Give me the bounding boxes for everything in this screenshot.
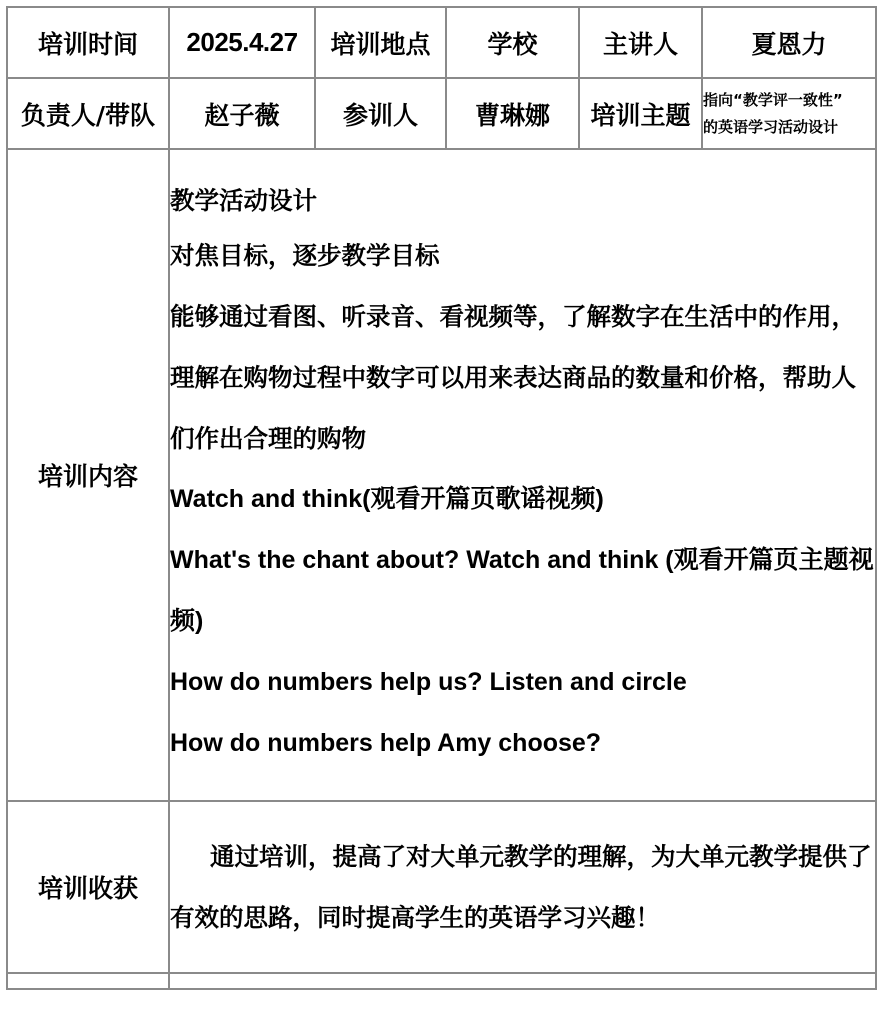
participant-label: 参训人 — [315, 78, 446, 149]
speaker-value: 夏恩力 — [702, 7, 876, 78]
gains-label: 培训收获 — [7, 801, 169, 973]
gains-body — [169, 801, 876, 973]
gains-text: 通过培训，提高了对大单元教学的理解，为大单元教学提供了有效的思路，同时提高学生的英语学习兴趣！ — [170, 842, 872, 932]
header-row-1 — [7, 7, 876, 78]
header-row-2 — [7, 78, 876, 149]
leader-value: 赵子薇 — [169, 78, 315, 149]
topic-value-line-2: 的英语学习活动设计 — [703, 117, 839, 136]
content-label: 培训内容 — [7, 149, 169, 801]
topic-value-line-1: 指向“教学评一致性” — [703, 90, 843, 109]
content-line-6: How do numbers help us? Listen and circle — [170, 667, 687, 696]
training-record-table — [6, 6, 877, 990]
leader-label: 负责人/带队 — [7, 78, 169, 149]
topic-label: 培训主题 — [579, 78, 702, 149]
training-place-value: 学校 — [446, 7, 579, 78]
speaker-label: 主讲人 — [579, 7, 702, 78]
training-time-label: 培训时间 — [7, 7, 169, 78]
content-body — [169, 149, 876, 801]
content-paragraph: 能够通过看图、听录音、看视频等，了解数字在生活中的作用，理解在购物过程中数字可以用来表达商品的数量和价格，帮助人们作出合理的购物 — [170, 301, 856, 453]
training-time-value: 2025.4.27 — [169, 7, 315, 78]
content-line-2: 对焦目标，逐步教学目标 — [170, 240, 440, 270]
content-row — [7, 149, 876, 801]
gains-row — [7, 801, 876, 973]
next-row-body-cell — [169, 973, 876, 989]
next-row-label-cell — [7, 973, 169, 989]
training-place-label: 培训地点 — [315, 7, 446, 78]
participant-value: 曹琳娜 — [446, 78, 579, 149]
content-line-1: 教学活动设计 — [170, 185, 317, 215]
next-row — [7, 973, 876, 989]
topic-value — [702, 78, 876, 149]
content-line-7: How do numbers help Amy choose? — [170, 728, 602, 757]
content-line-5: What's the chant about? Watch and think (观看开篇页主题视频) — [170, 545, 874, 635]
content-line-4: Watch and think(观看开篇页歌谣视频) — [170, 484, 604, 513]
